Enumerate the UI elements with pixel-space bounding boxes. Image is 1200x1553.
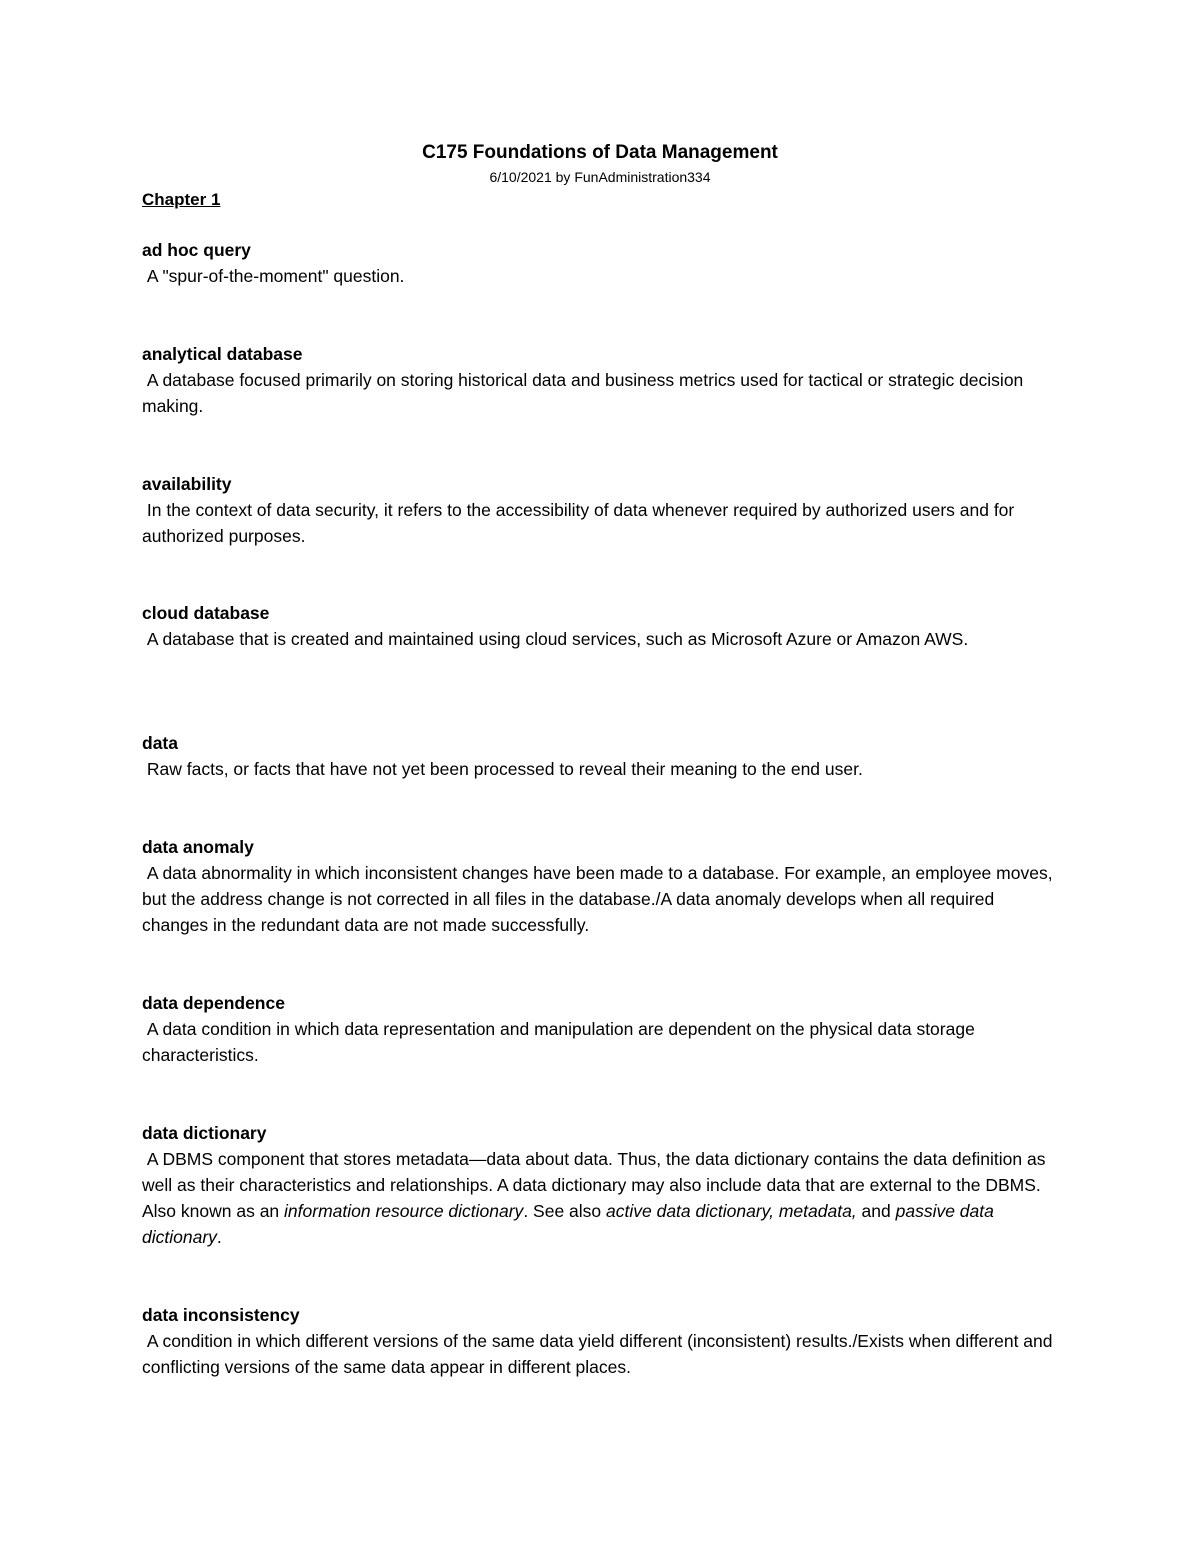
glossary-definition: [142, 1146, 1062, 1250]
glossary-definition: A data condition in which data representation and manipulation are dependent on the physical data storage characteristics.: [142, 1019, 980, 1065]
glossary-term: data dependence: [142, 993, 285, 1013]
glossary-definition: A data abnormality in which inconsistent changes have been made to a database. For example, an employee moves, but the address change is not corrected in all files in the database./A data anomaly develops when all required changes in the redundant data are not made successfully.: [142, 863, 1058, 935]
definition-text: A DBMS component that stores metadata—data about data. Thus, the data dictionary contains the data definition as well as their characteristics and relationships. A data dictionary may also include data that are external to the DBMS. Also known as an: [142, 1149, 1051, 1221]
definition-text: . See also: [523, 1201, 607, 1221]
glossary-definition: A database that is created and maintained using cloud services, such as Microsoft Azure or Amazon AWS.: [142, 629, 969, 649]
glossary-term: analytical database: [142, 344, 303, 364]
glossary-term: data: [142, 733, 178, 753]
glossary-definition: Raw facts, or facts that have not yet been processed to reveal their meaning to the end user.: [142, 759, 863, 779]
definition-text: and: [856, 1201, 896, 1221]
glossary-term: cloud database: [142, 603, 270, 623]
definition-italic-term: passive data dictionary: [142, 1201, 999, 1247]
glossary-term: data dictionary: [142, 1123, 267, 1143]
glossary-entry: [142, 341, 1062, 419]
glossary-entry: [142, 471, 1062, 549]
definition-italic-term: information resource dictionary: [284, 1201, 524, 1221]
glossary-entry: [142, 237, 1062, 289]
document-subtitle: 6/10/2021 by FunAdministration334: [489, 169, 711, 185]
glossary-term: availability: [142, 474, 232, 494]
glossary-entry: [142, 600, 1062, 652]
glossary-definition: In the context of data security, it refers to the accessibility of data whenever required by authorized users and for authorized purposes.: [142, 500, 1020, 546]
glossary-entry: [142, 1120, 1062, 1250]
glossary-entry: [142, 834, 1062, 938]
glossary-definition: A condition in which different versions of the same data yield different (inconsistent) results./Exists when different and conflicting versions of the same data appear in different places.: [142, 1331, 1058, 1377]
definition-text: .: [216, 1227, 222, 1247]
definition-italic-term: active data dictionary, metadata,: [606, 1201, 857, 1221]
glossary-term: ad hoc query: [142, 240, 251, 260]
glossary-definition: A database focused primarily on storing historical data and business metrics used for tactical or strategic decision making.: [142, 370, 1029, 416]
glossary-term: data inconsistency: [142, 1305, 300, 1325]
glossary-entry: [142, 730, 1062, 782]
glossary-entry: [142, 990, 1062, 1068]
chapter-heading: Chapter 1: [142, 190, 221, 209]
glossary-entry: [142, 1302, 1062, 1380]
glossary-term: data anomaly: [142, 837, 254, 857]
document-title: C175 Foundations of Data Management: [422, 142, 778, 163]
glossary-definition: A "spur-of-the-moment" question.: [142, 266, 405, 286]
